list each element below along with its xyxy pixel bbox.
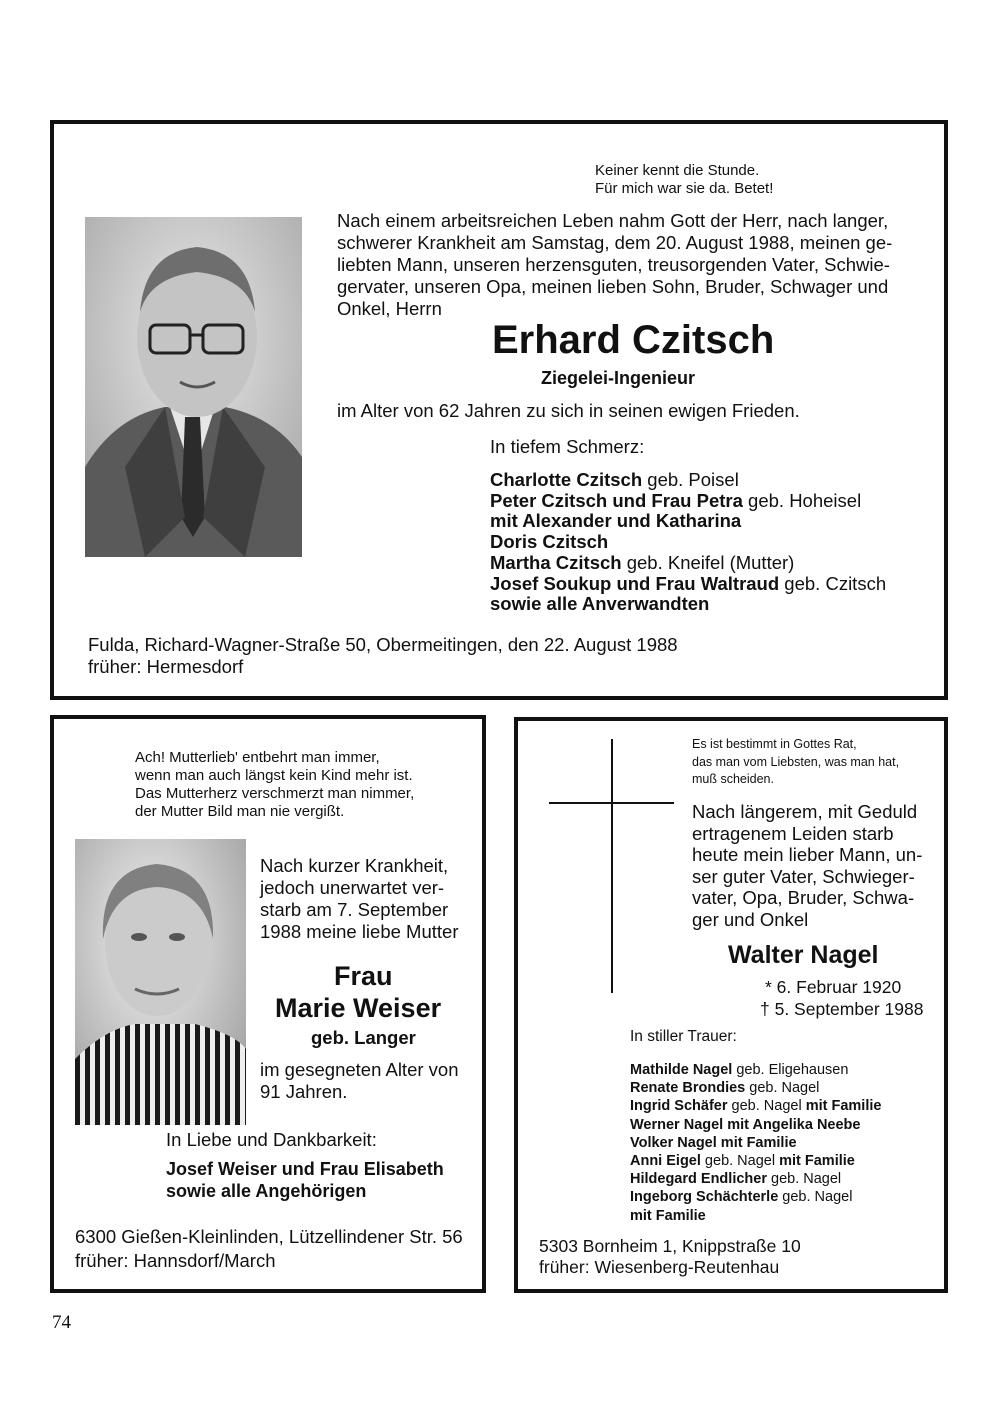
cross-symbol (549, 739, 674, 993)
mourner-line (630, 1079, 881, 1097)
mourner-name: mit Familie (805, 1098, 882, 1115)
mourner-line (630, 1207, 881, 1225)
poem: Ach! Mutterlieb' entbehrt man immer, wenn man auch längst kein Kind mehr ist. Das Mutterherz verschmerzt man nimmer, der Mutter Bild man nie vergißt. (135, 749, 415, 820)
age-line: im gesegneten Alter von 91 Jahren. (260, 1059, 459, 1102)
address: Fulda, Richard-Wagner-Straße 50, Obermeitingen, den 22. August 1988 früher: Hermesdorf (88, 634, 678, 677)
mourner-detail: geb. Czitsch (779, 572, 887, 594)
mourner-name: Doris Czitsch (490, 531, 609, 553)
page-number: 74 (52, 1312, 71, 1333)
mourner-line (490, 594, 886, 615)
mourner-name: Renate Brondies (630, 1080, 746, 1097)
mourner-line (490, 470, 886, 491)
obituary-walter-nagel (514, 717, 948, 1293)
deceased-name: Marie Weiser (275, 993, 442, 1023)
death-date: † 5. September 1988 (760, 999, 924, 1019)
portrait-man-illustration (85, 217, 302, 557)
intro-text: Nach einem arbeitsreichen Leben nahm Gott der Herr, nach langer, schwerer Krankheit am Samstag, dem 20. August 1988, meinen ge- liebten Mann, unseren herzensguten, treusorgenden Vater, Schwie- gervater, unseren Opa, meinen lieben Sohn, Bruder, Schwager und Onkel, Herrn (337, 210, 893, 319)
mourner-line (490, 532, 886, 553)
mourner-line (490, 511, 886, 532)
motto: Keiner kennt die Stunde. Für mich war sie da. Betet! (595, 162, 774, 197)
mourner-name: Josef Soukup und Frau Waltraud (490, 572, 780, 594)
portrait-photo (75, 839, 246, 1125)
mourners-list (630, 1061, 881, 1225)
mourner-line (490, 553, 886, 574)
mourning-heading: In stiller Trauer: (630, 1028, 737, 1045)
mourner-line (490, 491, 886, 512)
mourner-detail: geb. Nagel (727, 1098, 806, 1115)
mourner-name: Mathilde Nagel (630, 1062, 733, 1078)
mourner-detail: geb. Nagel (700, 1153, 780, 1170)
deceased-name: Walter Nagel (728, 941, 879, 969)
address: 5303 Bornheim 1, Knippstraße 10 früher: Wiesenberg-Reutenhau (539, 1236, 801, 1277)
obituary-erhard-czitsch (50, 120, 948, 700)
mourner-detail: geb. Hoheisel (742, 489, 862, 511)
mourner-detail: geb. Nagel (778, 1189, 853, 1206)
address: 6300 Gießen-Kleinlinden, Lützellindener Str. 56 früher: Hannsdorf/March (75, 1226, 463, 1271)
mourner-detail: geb. Kneifel (Mutter) (621, 551, 795, 573)
mourner-line (630, 1097, 881, 1115)
mourner-line (490, 574, 886, 595)
family-heading: In Liebe und Dankbarkeit: (166, 1129, 377, 1150)
mourner-detail: geb. Nagel (766, 1171, 842, 1188)
mourner-line (630, 1116, 881, 1134)
mourner-detail: geb. Nagel (745, 1080, 820, 1097)
mourner-detail: geb. Poisel (642, 469, 739, 490)
mourner-name: Werner Nagel mit Angelika Neebe (630, 1116, 861, 1133)
mourner-line (630, 1134, 881, 1152)
mourner-line (630, 1188, 881, 1206)
mourner-name: Peter Czitsch und Frau Petra (490, 489, 743, 511)
cross-horizontal-bar (549, 802, 674, 804)
obituary-marie-weiser (50, 715, 486, 1293)
mourner-line (630, 1061, 881, 1079)
mourner-name: Charlotte Czitsch (490, 469, 643, 490)
deceased-name: Erhard Czitsch (492, 318, 775, 362)
birth-date: * 6. Februar 1920 (765, 977, 902, 997)
mourner-detail: geb. Eligehausen (732, 1062, 849, 1078)
motto: Es ist bestimmt in Gottes Rat, das man vom Liebsten, was man hat, muß scheiden. (692, 737, 900, 786)
mourner-name: sowie alle Anverwandten (490, 593, 710, 615)
mourner-name: mit Familie (630, 1207, 706, 1224)
name-prefix: Frau (334, 961, 393, 991)
mourner-name: Ingrid Schäfer (630, 1098, 728, 1115)
mourner-name: mit Alexander und Katharina (490, 510, 742, 532)
age-line: im Alter von 62 Jahren zu sich in seinen ewigen Frieden. (337, 400, 800, 421)
portrait-woman-illustration (75, 839, 246, 1125)
mourner-name: Martha Czitsch (490, 551, 622, 573)
mourners-list (490, 470, 886, 615)
mourner-line (630, 1170, 881, 1188)
mourning-heading: In tiefem Schmerz: (490, 436, 645, 457)
mourner-name: Anni Eigel (630, 1153, 701, 1170)
cross-vertical-bar (611, 739, 613, 993)
mourner-name: mit Familie (779, 1153, 855, 1170)
intro-text: Nach längerem, mit Geduld ertragenem Leiden starb heute mein lieber Mann, un- ser guter Vater, Schwieger- vater, Opa, Bruder, Schwa- ger und Onkel (692, 801, 923, 930)
family-list: Josef Weiser und Frau Elisabeth sowie alle Angehörigen (166, 1159, 444, 1201)
mourner-name: Hildegard Endlicher (630, 1171, 767, 1188)
intro-text: Nach kurzer Krankheit, jedoch unerwartet ver- starb am 7. September 1988 meine liebe Mutter (260, 855, 459, 942)
mourner-name: Volker Nagel mit Familie (630, 1134, 797, 1151)
birth-name: geb. Langer (311, 1027, 416, 1048)
mourner-line (630, 1152, 881, 1170)
portrait-photo (85, 217, 302, 557)
deceased-title: Ziegelei-Ingenieur (541, 368, 696, 388)
mourner-name: Ingeborg Schächterle (630, 1189, 779, 1206)
